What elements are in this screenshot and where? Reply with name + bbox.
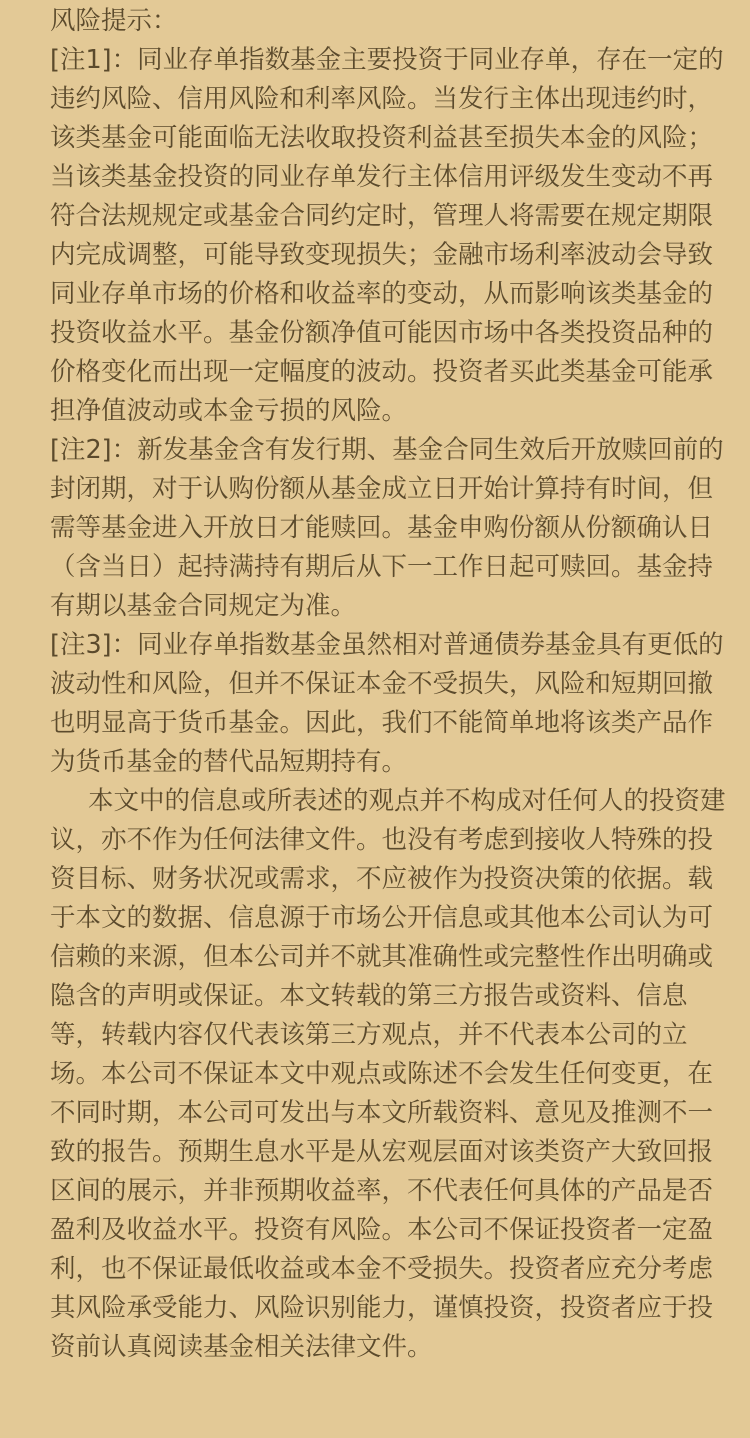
note2-line-4: （含当日）起持满持有期后从下一工作日起可赎回。基金持 xyxy=(50,552,714,582)
disclaimer-line-8: 场。本公司不保证本文中观点或陈述不会发生任何变更，在 xyxy=(50,1059,714,1089)
disclaimer-line-14: 其风险承受能力、风险识别能力，谨慎投资，投资者应于投 xyxy=(50,1293,714,1323)
note3-line-2: 波动性和风险，但并不保证本金不受损失，风险和短期回撤 xyxy=(50,669,714,699)
disclaimer-line-4: 于本文的数据、信息源于市场公开信息或其他本公司认为可 xyxy=(50,903,714,933)
note1-line-4: 当该类基金投资的同业存单发行主体信用评级发生变动不再 xyxy=(50,162,714,192)
note1-line-5: 符合法规规定或基金合同约定时，管理人将需要在规定期限 xyxy=(50,201,714,231)
note2-line-1: [注2]：新发基金含有发行期、基金合同生效后开放赎回前的 xyxy=(50,435,724,465)
disclaimer-line-5: 信赖的来源，但本公司并不就其准确性或完整性作出明确或 xyxy=(50,942,714,972)
note1-line-9: 价格变化而出现一定幅度的波动。投资者买此类基金可能承 xyxy=(50,357,714,387)
note2-line-5: 有期以基金合同规定为准。 xyxy=(50,591,357,621)
note1-line-7: 同业存单市场的价格和收益率的变动，从而影响该类基金的 xyxy=(50,279,714,309)
disclaimer-line-9: 不同时期，本公司可发出与本文所载资料、意见及推测不一 xyxy=(50,1098,714,1128)
note1-line-3: 该类基金可能面临无法收取投资利益甚至损失本金的风险； xyxy=(50,123,714,153)
disclaimer-line-12: 盈利及收益水平。投资有风险。本公司不保证投资者一定盈 xyxy=(50,1215,714,1245)
note3-line-4: 为货币基金的替代品短期持有。 xyxy=(50,747,408,777)
disclaimer-line-15: 资前认真阅读基金相关法律文件。 xyxy=(50,1332,433,1362)
note1-line-6: 内完成调整，可能导致变现损失；金融市场利率波动会导致 xyxy=(50,240,714,270)
disclaimer-line-3: 资目标、财务状况或需求，不应被作为投资决策的依据。载 xyxy=(50,864,714,894)
disclaimer-line-1: 本文中的信息或所表述的观点并不构成对任何人的投资建 xyxy=(88,786,726,816)
note1-line-10: 担净值波动或本金亏损的风险。 xyxy=(50,396,408,426)
note3-line-3: 也明显高于货币基金。因此，我们不能简单地将该类产品作 xyxy=(50,708,714,738)
disclaimer-line-11: 区间的展示，并非预期收益率，不代表任何具体的产品是否 xyxy=(50,1176,714,1206)
disclaimer-line-6: 隐含的声明或保证。本文转载的第三方报告或资料、信息 xyxy=(50,981,688,1011)
note3-line-1: [注3]：同业存单指数基金虽然相对普通债券基金具有更低的 xyxy=(50,630,724,660)
note2-line-3: 需等基金进入开放日才能赎回。基金申购份额从份额确认日 xyxy=(50,513,714,543)
risk-heading: 风险提示： xyxy=(50,6,178,36)
disclaimer-line-13: 利，也不保证最低收益或本金不受损失。投资者应充分考虑 xyxy=(50,1254,714,1284)
disclaimer-line-10: 致的报告。预期生息水平是从宏观层面对该类资产大致回报 xyxy=(50,1137,714,1167)
disclaimer-line-7: 等，转载内容仅代表该第三方观点，并不代表本公司的立 xyxy=(50,1020,688,1050)
note1-line-8: 投资收益水平。基金份额净值可能因市场中各类投资品种的 xyxy=(50,318,714,348)
disclaimer-line-2: 议，亦不作为任何法律文件。也没有考虑到接收人特殊的投 xyxy=(50,825,714,855)
note1-line-1: [注1]：同业存单指数基金主要投资于同业存单，存在一定的 xyxy=(50,45,724,75)
note1-line-2: 违约风险、信用风险和利率风险。当发行主体出现违约时， xyxy=(50,84,714,114)
note2-line-2: 封闭期，对于认购份额从基金成立日开始计算持有时间，但 xyxy=(50,474,714,504)
